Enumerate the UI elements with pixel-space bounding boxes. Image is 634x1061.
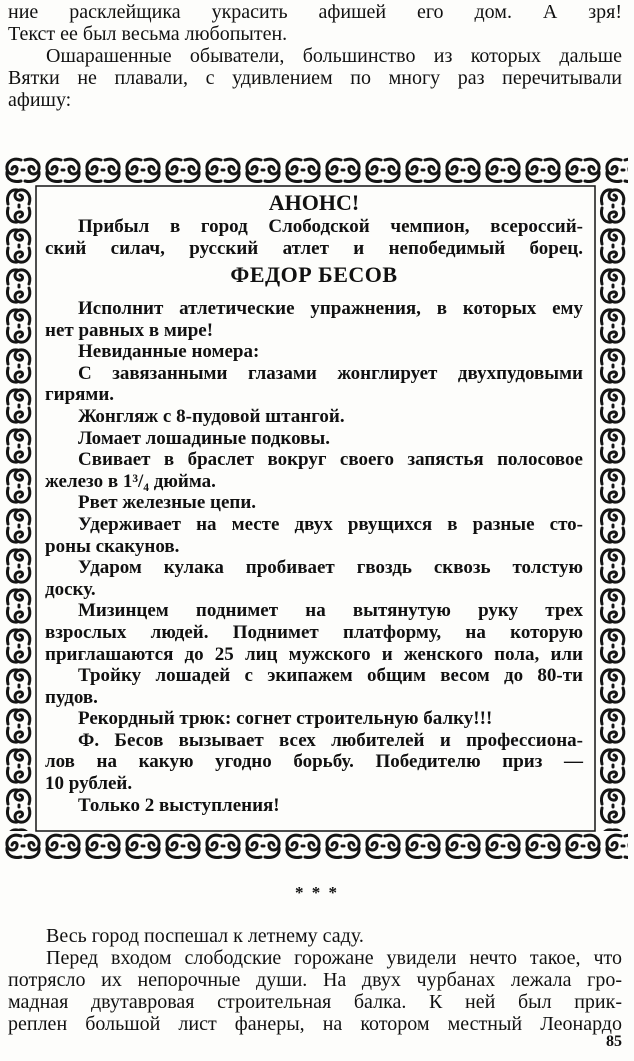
poster-program [45, 298, 583, 816]
poster-title: АНОНС! [268, 190, 360, 215]
text-line: афишу: [8, 89, 72, 111]
poster-athlete-name: ФЕДОР БЕСОВ [230, 262, 398, 287]
text-line: ние расклейщика украсить афишей его дом. А зря! [8, 1, 622, 23]
poster-line: Невиданные номера: [78, 341, 260, 363]
section-separator: * * * [295, 883, 339, 902]
frame-right-band [597, 186, 628, 831]
text-line: Вятки не плавали, с удивлением по многу раз перечитывали [8, 67, 622, 89]
poster-arrival [45, 216, 583, 260]
poster-line: Ломает лошадиные подковы. [78, 427, 330, 449]
poster-line: роны скакунов. [45, 535, 180, 557]
text-line: Перед входом слободские горожане увидели нечто такое, что [46, 947, 622, 969]
outro-text [8, 925, 622, 1035]
text-line: Текст ее был весьма любопытен. [8, 23, 288, 45]
page-number: 85 [606, 1033, 622, 1050]
poster-line: гирями. [45, 384, 115, 406]
poster-line: Мизинцем поднимет на вытянутую руку трех [78, 600, 583, 622]
poster-line: Только 2 выступления! [78, 794, 280, 816]
poster-line: Ф. Бесов вызывает всех любителей и профессиона- [78, 729, 583, 751]
text-line: мадная двутавровая строительная балка. К ней был прик- [8, 991, 622, 1013]
poster-line: взрослых людей. Поднимет платформу, на которую [45, 621, 583, 643]
poster-line: железо в 1³/₄ дюйма. [45, 470, 216, 492]
text-line: Ошарашенные обыватели, большинство из которых дальше [46, 45, 622, 67]
frame-left-band [3, 186, 34, 831]
poster-line: Удерживает на месте двух рвущихся в разные сто- [78, 513, 583, 535]
poster-line: нет равных в мире! [45, 319, 214, 341]
poster-line: Рекордный трюк: согнет строительную балку!!! [78, 708, 493, 730]
frame-top-band [3, 155, 628, 186]
text-line: Весь город поспешал к летнему саду. [46, 925, 364, 947]
poster-line: Свивает в браслет вокруг своего запястья полосовое [78, 449, 583, 471]
poster-line: приглашаются до 25 лиц мужского и женского пола, или [45, 643, 583, 665]
poster-line: Ударом кулака пробивает гвоздь сквозь толстую [78, 557, 583, 579]
poster-line: Тройку лошадей с экипажем общим весом до 80-ти [78, 665, 583, 687]
poster-line: лов на какую угодно борьбу. Победителю приз — [45, 751, 583, 773]
text-line: потрясло их непорочные души. На двух чурбанах лежала гро- [8, 969, 622, 991]
poster-line: ский силач, русский атлет и непобедимый борец. [45, 238, 583, 259]
poster-line: С завязанными глазами жонглирует двухпудовыми [78, 362, 583, 384]
poster-line: Исполнит атлетические упражнения, в которых ему [78, 298, 583, 319]
poster-line: Прибыл в город Слободской чемпион, всероссий- [78, 216, 583, 237]
poster-line: пудов. [45, 686, 98, 708]
poster-line: Жонгляж с 8-пудовой штангой. [78, 405, 345, 427]
text-line: реплен большой лист фанеры, на котором местный Леонардо [8, 1013, 622, 1035]
frame-bottom-band [3, 831, 628, 862]
poster-line: Рвет железные цепи. [78, 492, 257, 514]
poster-line: доску. [45, 578, 96, 600]
intro-text [8, 1, 622, 111]
poster-line: 10 рублей. [45, 773, 133, 795]
